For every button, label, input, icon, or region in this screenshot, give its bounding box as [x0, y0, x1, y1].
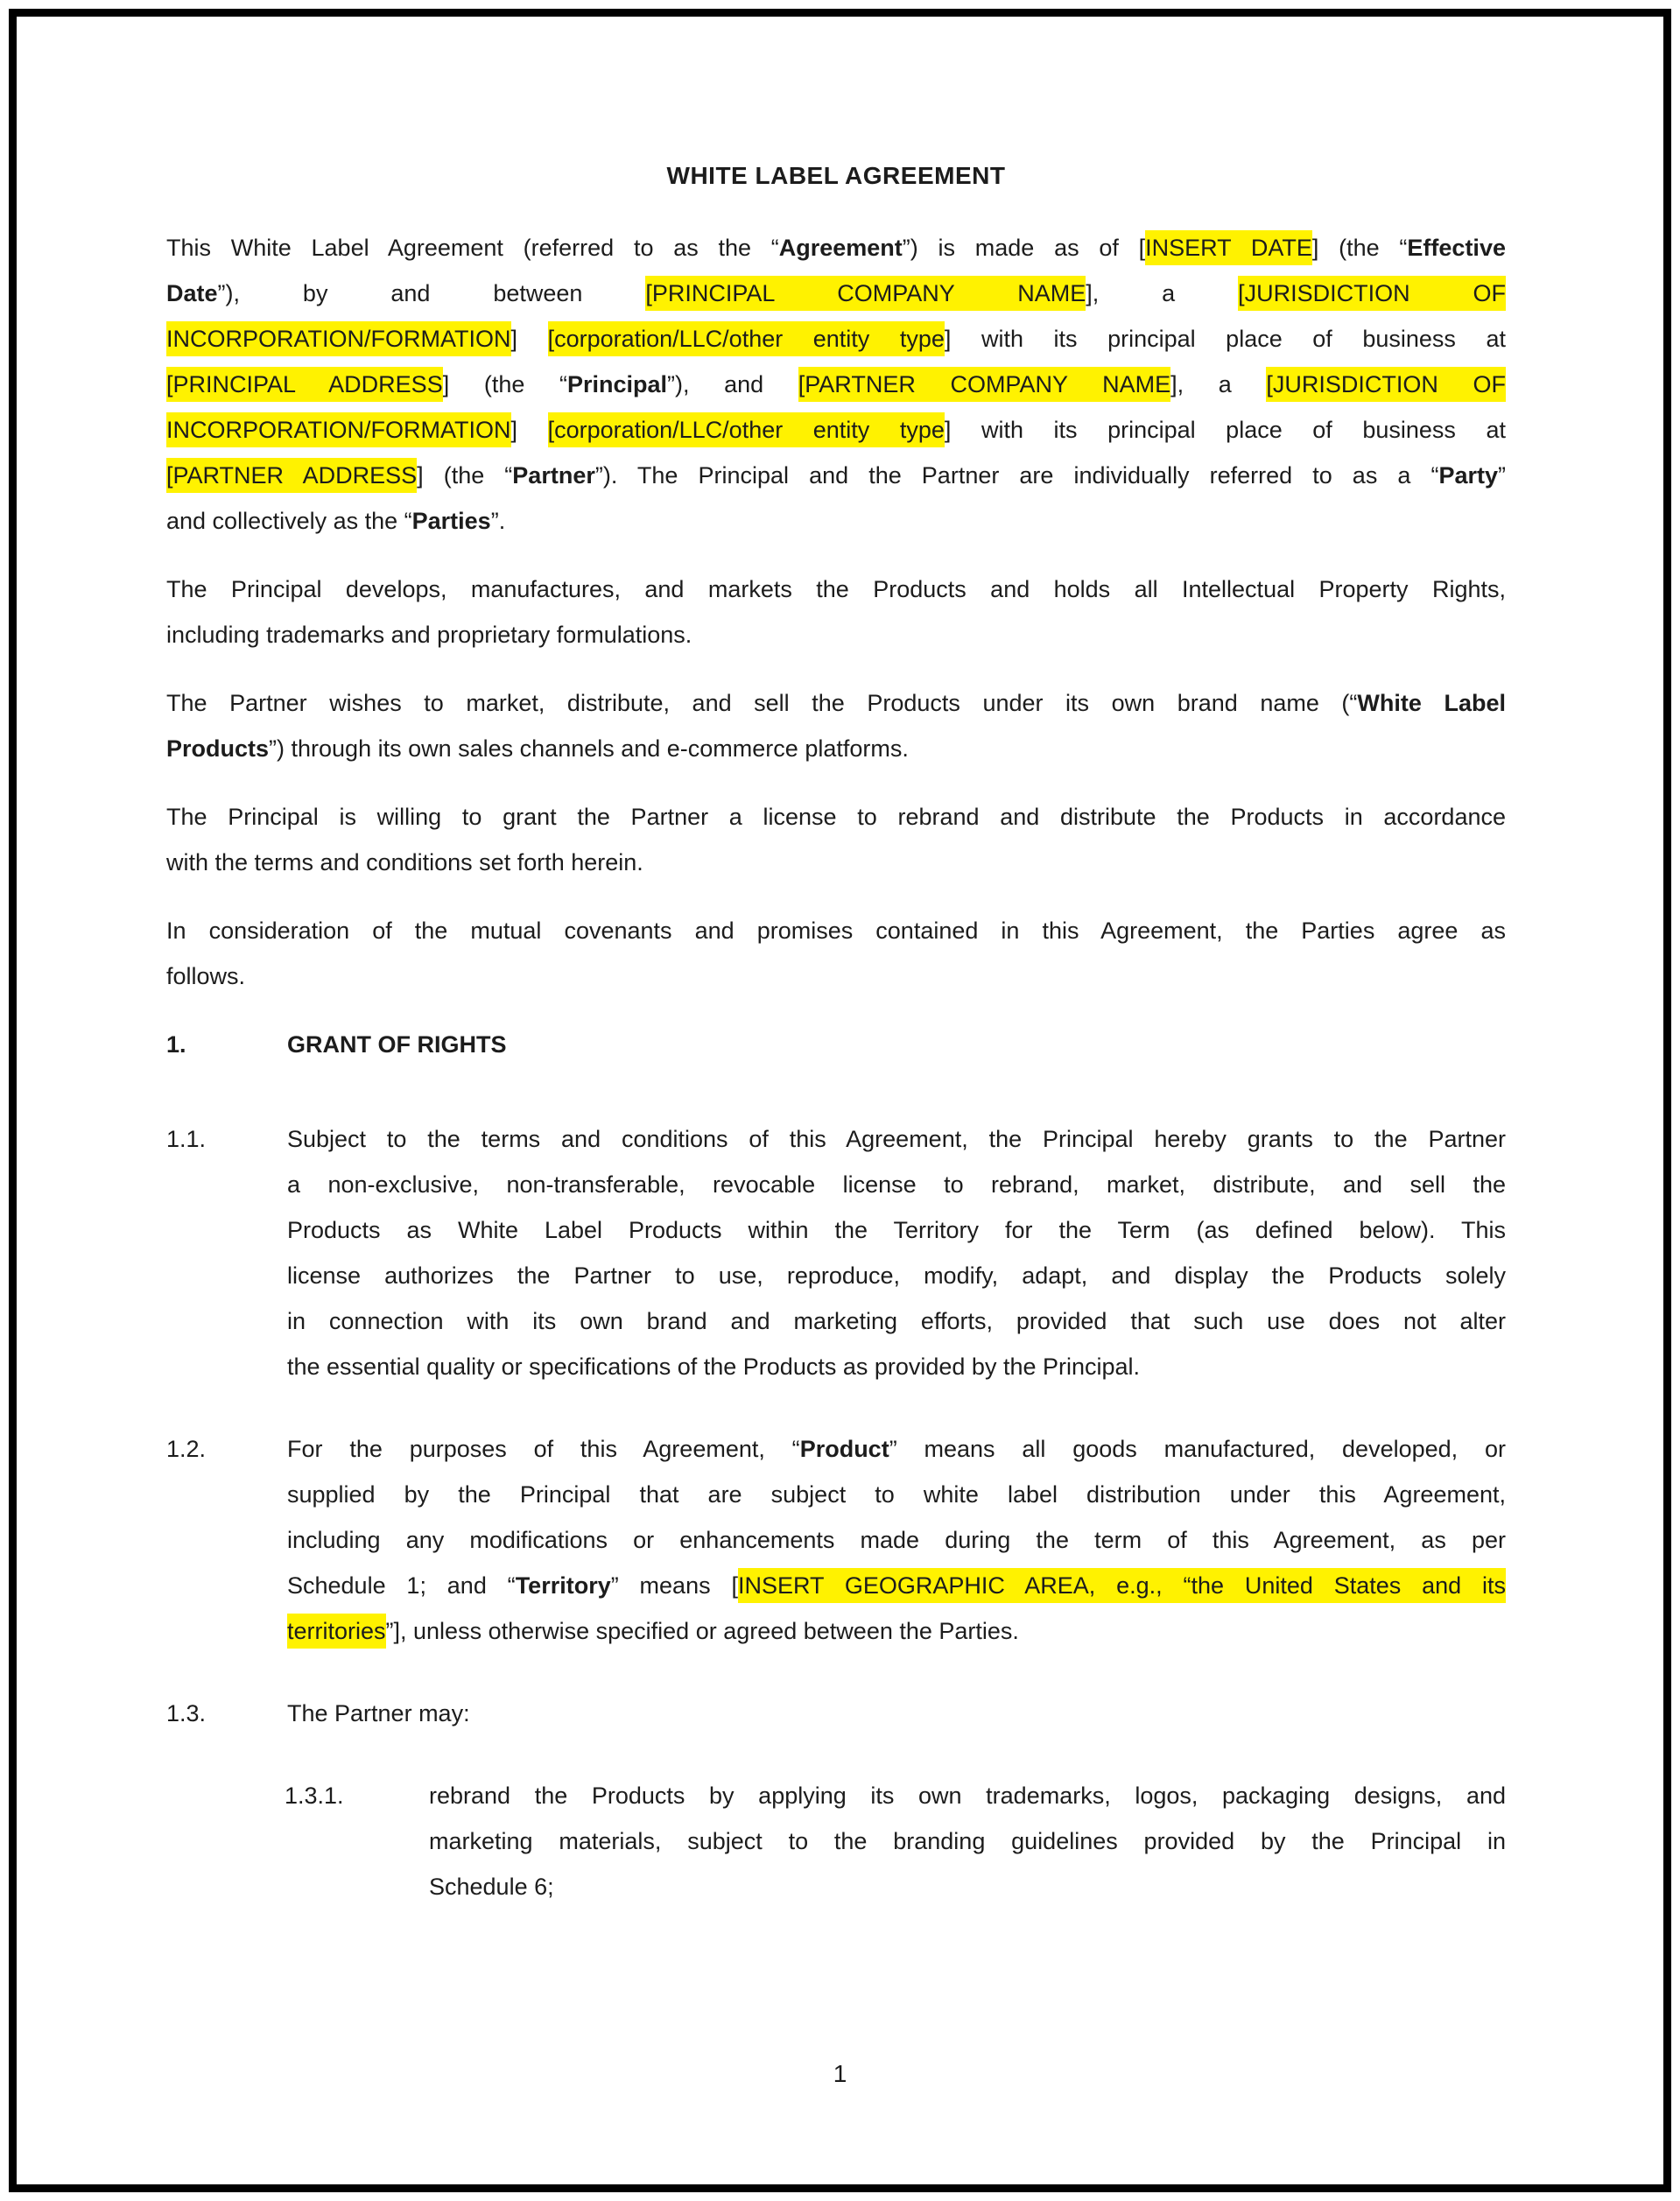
clause-1-3-1	[166, 1773, 1506, 1909]
text-run: the essential quality or specifications of the Products as provided by the Principal.	[287, 1354, 1141, 1380]
paragraph	[166, 794, 1506, 885]
text-run: In consideration of the mutual covenants and promises contained in this Agreement, the Parties agree as	[166, 918, 1506, 944]
bold-text: Effective	[1407, 235, 1506, 261]
text-run: ” means [	[610, 1572, 738, 1599]
document-body	[166, 225, 1506, 1909]
text-line	[166, 908, 1506, 953]
text-run: ] with its principal place of business at	[944, 417, 1506, 443]
highlight-placeholder: INCORPORATION/FORMATION	[166, 412, 511, 447]
text-line	[166, 316, 1506, 362]
text-line	[166, 840, 1506, 885]
clause-1-3	[166, 1691, 1506, 1736]
text-line	[429, 1773, 1506, 1818]
highlight-placeholder: [PARTNER COMPANY NAME	[798, 367, 1170, 402]
text-line	[166, 498, 1506, 544]
text-run: ”), by and between	[217, 280, 646, 306]
text-run: follows.	[166, 963, 246, 989]
text-run: ] (the “	[442, 371, 567, 397]
text-run: The Partner wishes to market, distribute, and sell the Products under its own brand name (“	[166, 690, 1358, 716]
clause-number: 1.	[166, 1031, 186, 1058]
text-run: ] with its principal place of business at	[944, 326, 1506, 352]
text-line	[166, 726, 1506, 771]
clause-number: 1.3.	[166, 1700, 207, 1726]
paragraph	[166, 225, 1506, 544]
page-border	[9, 9, 1671, 2192]
text-line	[287, 1563, 1506, 1608]
text-line	[429, 1818, 1506, 1864]
text-run: ] (the “	[417, 462, 513, 489]
text-run: a non-exclusive, non-transferable, revocable license to rebrand, market, distribute, and sell the	[287, 1171, 1506, 1198]
highlight-placeholder: [corporation/LLC/other entity type	[548, 412, 945, 447]
bold-text: Agreement	[778, 235, 903, 261]
text-line	[166, 794, 1506, 840]
text-run: including trademarks and proprietary formulations.	[166, 622, 692, 648]
text-run: ]	[510, 326, 548, 352]
bold-text: Products	[166, 735, 270, 762]
text-line	[287, 1253, 1506, 1298]
text-run: ]	[510, 417, 548, 443]
bold-text: Party	[1438, 462, 1498, 489]
highlight-placeholder: [JURISDICTION OF	[1238, 276, 1506, 311]
text-line	[287, 1207, 1506, 1253]
clause-1-1	[166, 1116, 1506, 1389]
text-run: The Partner may:	[287, 1700, 470, 1726]
text-run: Schedule 1; and “	[287, 1572, 516, 1599]
text-run: ], a	[1170, 371, 1267, 397]
text-line	[166, 225, 1506, 271]
clause-number: 1.3.1.	[285, 1783, 344, 1809]
paragraph	[166, 908, 1506, 999]
document-content	[17, 17, 1663, 1909]
text-run: The Principal develops, manufactures, and markets the Products and holds all Intellectual Property Rights,	[166, 576, 1506, 602]
text-run: and collectively as the “	[166, 508, 412, 534]
text-line	[166, 566, 1506, 612]
text-line	[166, 612, 1506, 657]
bold-text: Territory	[515, 1572, 611, 1599]
text-run: ” means all goods manufactured, developed, or	[889, 1436, 1506, 1462]
text-line	[287, 1298, 1506, 1344]
document-title: WHITE LABEL AGREEMENT	[666, 162, 1006, 189]
text-run: The Principal is willing to grant the Partner a license to rebrand and distribute the Products in accordance	[166, 804, 1506, 830]
highlight-placeholder: territories	[287, 1614, 386, 1649]
text-run: ”) through its own sales channels and e-commerce platforms.	[269, 735, 909, 762]
clause-1-2	[166, 1426, 1506, 1654]
bold-text: Date	[166, 280, 218, 306]
text-run: ”], unless otherwise specified or agreed between the Parties.	[385, 1618, 1019, 1644]
text-line	[287, 1608, 1506, 1654]
bold-text: White Label	[1357, 690, 1506, 716]
text-run: ”), and	[667, 371, 798, 397]
section-heading	[166, 1022, 1506, 1067]
paragraph	[166, 566, 1506, 657]
bold-text: Partner	[512, 462, 595, 489]
text-line	[429, 1864, 1506, 1909]
highlight-placeholder: [JURISDICTION OF	[1266, 367, 1506, 402]
text-run: ”	[1498, 462, 1506, 489]
highlight-placeholder: INSERT GEOGRAPHIC AREA, e.g., “the United States and its	[738, 1568, 1506, 1603]
text-line	[287, 1426, 1506, 1472]
text-run: Schedule 6;	[429, 1874, 554, 1900]
text-line	[166, 407, 1506, 453]
text-line	[166, 453, 1506, 498]
highlight-placeholder: INSERT DATE	[1145, 230, 1312, 265]
text-line	[166, 271, 1506, 316]
text-run: Products as White Label Products within the Territory for the Term (as defined below). This	[287, 1217, 1506, 1243]
page-number: 1	[833, 2060, 847, 2087]
text-line	[287, 1022, 1506, 1067]
text-run: Subject to the terms and conditions of this Agreement, the Principal hereby grants to the Partner	[287, 1126, 1506, 1152]
clause-number: 1.2.	[166, 1436, 207, 1462]
text-run: in connection with its own brand and marketing efforts, provided that such use does not alter	[287, 1308, 1506, 1334]
paragraph	[166, 680, 1506, 771]
highlight-placeholder: [PRINCIPAL ADDRESS	[166, 367, 443, 402]
highlight-placeholder: [PARTNER ADDRESS	[166, 458, 417, 493]
text-line	[166, 362, 1506, 407]
clause-number: 1.1.	[166, 1126, 207, 1152]
text-run: supplied by the Principal that are subject to white label distribution under this Agreement,	[287, 1481, 1506, 1508]
text-run: marketing materials, subject to the branding guidelines provided by the Principal in	[429, 1828, 1506, 1854]
text-line	[287, 1162, 1506, 1207]
text-run: ”) is made as of [	[902, 235, 1146, 261]
text-run: including any modifications or enhancements made during the term of this Agreement, as per	[287, 1527, 1506, 1553]
text-run: ], a	[1086, 280, 1239, 306]
bold-text: Principal	[566, 371, 668, 397]
highlight-placeholder: [PRINCIPAL COMPANY NAME	[645, 276, 1086, 311]
text-run: ”.	[490, 508, 506, 534]
text-line	[287, 1691, 1506, 1736]
text-line	[287, 1116, 1506, 1162]
text-run: license authorizes the Partner to use, reproduce, modify, adapt, and display the Products solely	[287, 1262, 1506, 1289]
bold-text: Product	[799, 1436, 889, 1462]
bold-text: GRANT OF RIGHTS	[287, 1031, 507, 1058]
highlight-placeholder: [corporation/LLC/other entity type	[548, 321, 945, 356]
text-run: rebrand the Products by applying its own trademarks, logos, packaging designs, and	[429, 1783, 1506, 1809]
text-line	[166, 953, 1506, 999]
text-run: For the purposes of this Agreement, “	[287, 1436, 800, 1462]
text-line	[287, 1517, 1506, 1563]
text-line	[287, 1472, 1506, 1517]
text-run: ] (the “	[1311, 235, 1408, 261]
highlight-placeholder: INCORPORATION/FORMATION	[166, 321, 511, 356]
text-run: with the terms and conditions set forth herein.	[166, 849, 643, 875]
text-run: This White Label Agreement (referred to as the “	[166, 235, 779, 261]
text-line	[287, 1344, 1506, 1389]
text-run: ”). The Principal and the Partner are individually referred to as a “	[594, 462, 1439, 489]
text-line	[166, 680, 1506, 726]
bold-text: Parties	[411, 508, 491, 534]
